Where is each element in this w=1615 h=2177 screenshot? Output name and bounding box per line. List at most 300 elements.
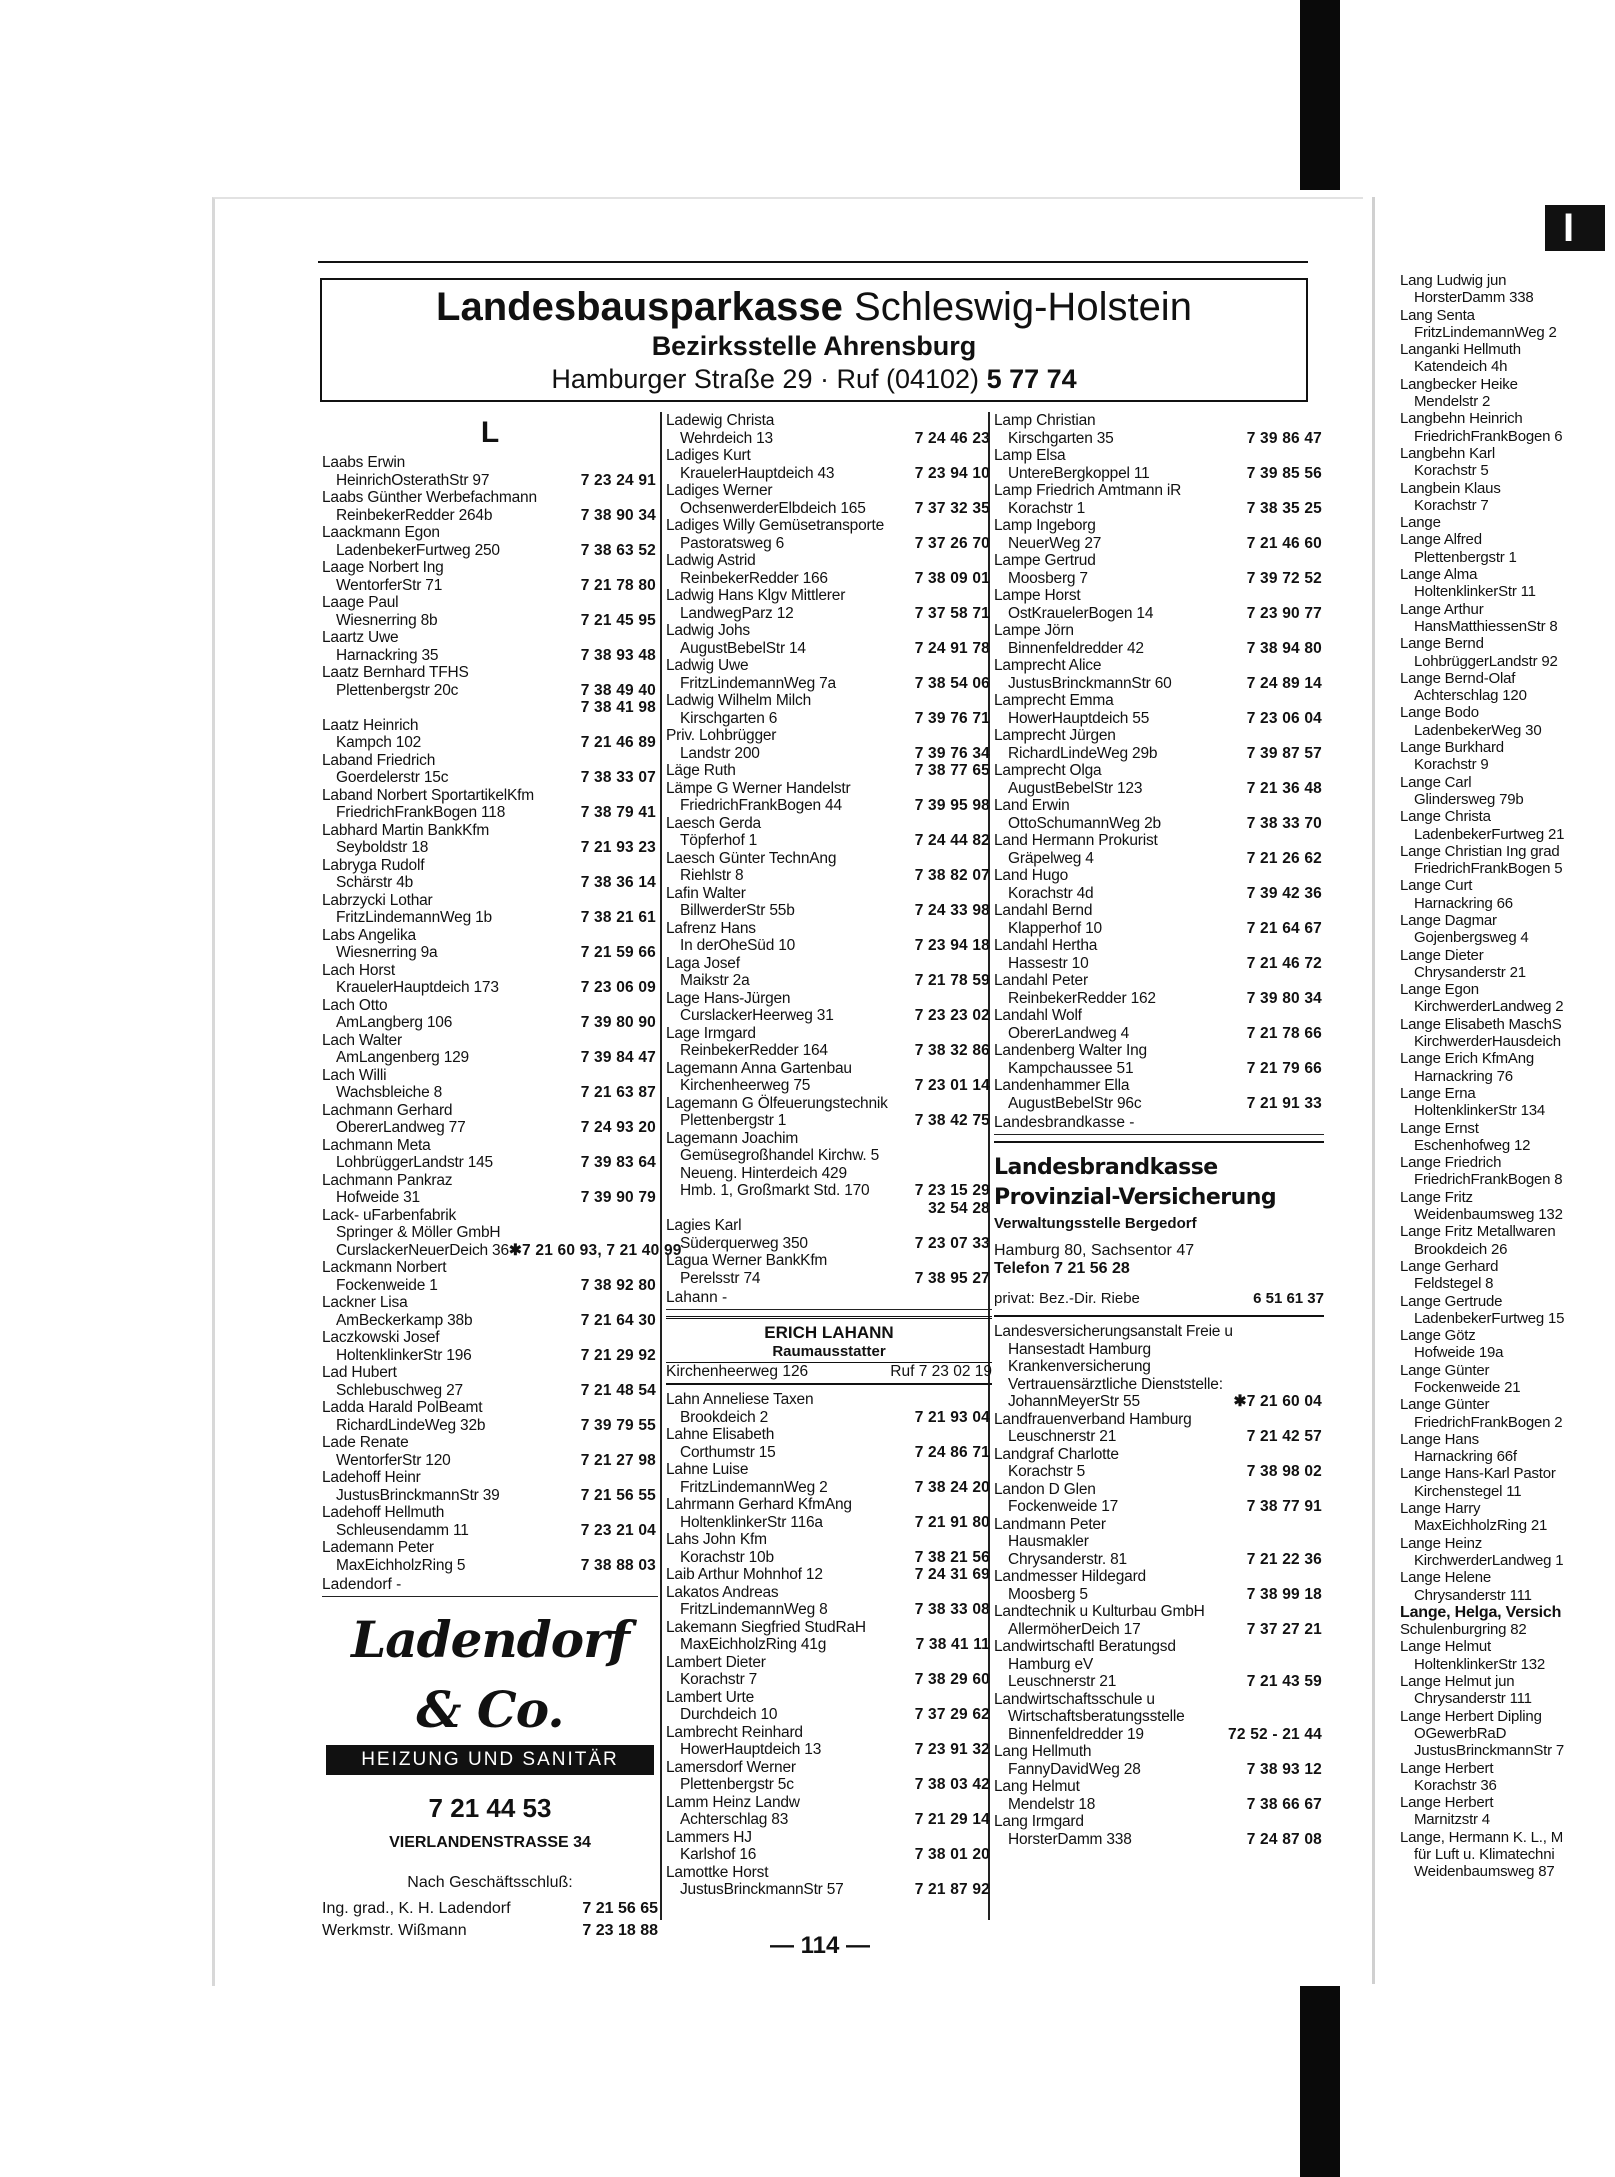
entry-name bbox=[666, 1566, 992, 1584]
directory-entry bbox=[994, 517, 1324, 552]
directory-entry bbox=[1400, 1829, 1610, 1881]
entry-text: ObererLandweg 4 bbox=[1008, 1024, 1130, 1042]
entry-text: CurslackerNeuerDeich 36 bbox=[336, 1241, 509, 1259]
entry-name: Landahl Wolf bbox=[994, 1007, 1082, 1024]
entry-name: Landmesser Hildegard bbox=[994, 1568, 1146, 1585]
entry-name: Lange Erna bbox=[1400, 1084, 1476, 1102]
directory-entry bbox=[322, 1399, 658, 1434]
entry-name: Lahne Elisabeth bbox=[666, 1426, 775, 1443]
entry-line bbox=[994, 535, 1324, 553]
entry-phone: 7 21 79 66 bbox=[1246, 1059, 1322, 1077]
directory-entry bbox=[1400, 1327, 1610, 1362]
entry-text: AugustBebelStr 14 bbox=[680, 639, 806, 657]
bank-banner bbox=[320, 278, 1308, 402]
entry-line bbox=[666, 1811, 992, 1829]
entry-line bbox=[666, 797, 992, 815]
brand-sub: Verwaltungsstelle Bergedorf bbox=[994, 1215, 1197, 1232]
ladendorf-ad bbox=[322, 1605, 658, 1940]
entry-line bbox=[322, 979, 658, 997]
entry-name: Laesch Gerda bbox=[666, 814, 761, 832]
entry-line bbox=[994, 850, 1324, 868]
entry-line bbox=[322, 1154, 658, 1172]
entry-line bbox=[994, 955, 1324, 973]
entry-line: LadenbekerFurtweg 21 bbox=[1414, 825, 1565, 843]
entry-phone: 7 37 32 35 bbox=[914, 499, 990, 517]
entry-phone: 7 21 59 66 bbox=[580, 944, 656, 961]
entry-phone: 7 38 03 42 bbox=[914, 1776, 990, 1793]
entry-name: Lamp Ingeborg bbox=[994, 517, 1096, 534]
entry-line bbox=[322, 507, 658, 525]
entry-phone: 7 23 90 77 bbox=[1246, 604, 1322, 622]
brand-phone: Telefon 7 21 56 28 bbox=[994, 1260, 1130, 1277]
entry-phone-2: 7 38 41 98 bbox=[580, 699, 656, 716]
entry-name: Lange Egon bbox=[1400, 981, 1479, 999]
entry-line: Hofweide 19a bbox=[1414, 1344, 1504, 1362]
entry-text: RichardLindeWeg 29b bbox=[1008, 744, 1158, 762]
entry-phone: 7 23 07 33 bbox=[914, 1234, 990, 1252]
entry-line bbox=[322, 1382, 658, 1400]
entry-phone: 7 38 99 18 bbox=[1246, 1585, 1322, 1603]
directory-entry bbox=[666, 727, 992, 762]
entry-line bbox=[666, 902, 992, 920]
entry-line: MaxEichholzRing 21 bbox=[1414, 1517, 1548, 1535]
entry-name: Lage Hans-Jürgen bbox=[666, 989, 791, 1007]
directory-entry bbox=[994, 1042, 1324, 1077]
directory-entry bbox=[1400, 445, 1610, 480]
entry-line: Springer & Möller GmbH bbox=[336, 1224, 501, 1241]
entry-text: Harnackring 35 bbox=[336, 646, 439, 664]
directory-entry bbox=[666, 447, 992, 482]
entry-line: Plettenbergstr 1 bbox=[1414, 548, 1517, 566]
lahann-phone: Ruf 7 23 02 19 bbox=[890, 1363, 992, 1380]
directory-entry bbox=[1400, 1604, 1610, 1621]
entry-name: Lagemann G Ölfeuerungstechnik bbox=[666, 1094, 888, 1112]
entry-phone: 7 21 56 55 bbox=[580, 1486, 656, 1504]
directory-entry bbox=[666, 990, 992, 1025]
entry-phone: 7 39 87 57 bbox=[1246, 744, 1322, 762]
entry-text: MaxEichholzRing 41g bbox=[680, 1636, 827, 1653]
entry-phone: 7 23 94 18 bbox=[914, 937, 990, 954]
brand-title-1: Landesbrandkasse bbox=[994, 1155, 1218, 1180]
entry-name: Lakatos Andreas bbox=[666, 1583, 779, 1601]
entry-line: Weidenbaumsweg 132 bbox=[1414, 1206, 1563, 1224]
directory-entry bbox=[666, 1829, 992, 1864]
entry-text: Plettenbergstr 5c bbox=[680, 1776, 794, 1793]
entry-name: Lange Götz bbox=[1400, 1327, 1476, 1345]
directory-entry bbox=[666, 885, 992, 920]
entry-line: für Luft u. Klimatechni bbox=[1414, 1846, 1555, 1864]
entry-line bbox=[666, 1846, 992, 1864]
entry-line bbox=[994, 1551, 1324, 1569]
entry-text: JustusBrinckmannStr 57 bbox=[680, 1881, 844, 1898]
entry-text: FritzLindemannWeg 1b bbox=[336, 909, 492, 926]
entry-line bbox=[666, 1042, 992, 1060]
directory-entry bbox=[994, 972, 1324, 1007]
directory-entry bbox=[666, 762, 992, 780]
entry-text: Korachstr 1 bbox=[1008, 499, 1086, 517]
entry-text: Brookdeich 2 bbox=[680, 1408, 769, 1426]
entry-name: Landahl Peter bbox=[994, 972, 1088, 989]
entry-line: Kirchenstegel 11 bbox=[1414, 1482, 1522, 1500]
entry-name: Lange Carl bbox=[1400, 773, 1472, 791]
entry-phone: 7 21 29 92 bbox=[580, 1346, 656, 1364]
entry-text: FannyDavidWeg 28 bbox=[1008, 1760, 1141, 1778]
entry-line bbox=[994, 1025, 1324, 1043]
entry-name: Lach Willi bbox=[322, 1066, 387, 1084]
entry-line: Eschenhofweg 12 bbox=[1414, 1136, 1531, 1154]
entry-name: Lagua Werner BankKfm bbox=[666, 1252, 828, 1269]
entry-phone: 7 21 93 23 bbox=[580, 839, 656, 856]
entry-text: Karlshof 16 bbox=[680, 1846, 757, 1863]
entry-line bbox=[322, 1084, 658, 1102]
entry-line: FriedrichFrankBogen 8 bbox=[1414, 1171, 1563, 1189]
entry-line bbox=[666, 867, 992, 885]
entry-text: OchsenwerderElbdeich 165 bbox=[680, 499, 866, 517]
entry-text: ReinbekerRedder 162 bbox=[1008, 989, 1156, 1007]
entry-text: Chrysanderstr. 81 bbox=[1008, 1550, 1127, 1568]
directory-entry bbox=[666, 1496, 992, 1531]
entry-phone: 7 21 36 48 bbox=[1246, 779, 1322, 797]
entry-text: MaxEichholzRing 5 bbox=[336, 1556, 466, 1574]
entry-name: Landfrauenverband Hamburg bbox=[994, 1410, 1192, 1428]
entry-name: Lange Curt bbox=[1400, 877, 1473, 895]
entry-text: ObererLandweg 77 bbox=[336, 1119, 466, 1136]
directory-entry bbox=[322, 1294, 658, 1329]
entry-line bbox=[666, 500, 992, 518]
entry-name: Lachmann Meta bbox=[322, 1136, 431, 1154]
entry-line bbox=[994, 640, 1324, 658]
entry-name: Lade Renate bbox=[322, 1434, 409, 1451]
entry-text: Maikstr 2a bbox=[680, 972, 750, 989]
entry-phone: 7 38 36 14 bbox=[580, 874, 656, 891]
entry-text: Pastoratsweg 6 bbox=[680, 534, 785, 552]
entry-phone: 7 37 26 70 bbox=[914, 534, 990, 552]
entry-name: Lang Helmut bbox=[994, 1778, 1080, 1795]
column-2-entries-b bbox=[666, 1391, 992, 1899]
entry-name: Lagemann Joachim bbox=[666, 1129, 799, 1147]
entry-text: Kirchenheerweg 75 bbox=[680, 1077, 811, 1094]
entry-text: KrauelerHauptdeich 173 bbox=[336, 979, 499, 996]
entry-line: OGewerbRaD bbox=[1414, 1724, 1507, 1742]
entry-text: HorsterDamm 338 bbox=[1008, 1830, 1132, 1848]
entry-text: In derOheSüd 10 bbox=[680, 937, 796, 954]
directory-entry bbox=[322, 892, 658, 927]
entry-name: Laatz Bernhard TFHS bbox=[322, 664, 469, 681]
entry-line: Neueng. Hinterdeich 429 bbox=[680, 1164, 847, 1182]
entry-name: Laatz Heinrich bbox=[322, 716, 419, 734]
directory-entry bbox=[994, 1603, 1324, 1638]
directory-entry bbox=[322, 962, 658, 997]
entry-phone: 7 39 80 90 bbox=[580, 1014, 656, 1031]
entry-phone: 7 24 86 71 bbox=[914, 1443, 990, 1461]
column-3 bbox=[994, 412, 1324, 1848]
entry-name: Laartz Uwe bbox=[322, 629, 399, 646]
entry-name: Land Erwin bbox=[994, 797, 1070, 814]
entry-name: Schulenburgring 82 bbox=[1400, 1621, 1527, 1639]
entry-name: Lange Burkhard bbox=[1400, 739, 1504, 757]
adjacent-column-entries bbox=[1400, 272, 1610, 1881]
entry-phone: 7 39 85 56 bbox=[1246, 464, 1322, 482]
entry-name: Landahl Hertha bbox=[994, 937, 1098, 954]
entry-phone: 7 23 91 32 bbox=[914, 1741, 990, 1758]
entry-phone: 7 21 27 98 bbox=[580, 1451, 656, 1469]
entry-phone: 7 21 63 87 bbox=[580, 1084, 656, 1101]
entry-phone: 7 21 78 66 bbox=[1246, 1024, 1322, 1042]
entry-line: Gojenbergsweg 4 bbox=[1414, 929, 1529, 947]
entry-phone-2: 32 54 28 bbox=[928, 1199, 990, 1217]
entry-line bbox=[666, 972, 992, 990]
directory-entry bbox=[666, 815, 992, 850]
entry-name: Lange Bernd-Olaf bbox=[1400, 669, 1516, 687]
entry-name: Ladehoff Hellmuth bbox=[322, 1504, 445, 1521]
directory-entry bbox=[1400, 1673, 1610, 1708]
entry-line bbox=[322, 682, 658, 700]
entry-name: Labs Angelika bbox=[322, 926, 416, 944]
directory-entry bbox=[1400, 1293, 1610, 1328]
entry-text: Läge Ruth bbox=[666, 762, 736, 779]
directory-entry bbox=[1400, 1621, 1610, 1638]
entry-text: HeinrichOsterathStr 97 bbox=[336, 471, 490, 489]
directory-entry bbox=[1400, 843, 1610, 878]
entry-text: FriedrichFrankBogen 118 bbox=[336, 804, 506, 821]
entry-phone: 7 38 94 80 bbox=[1246, 639, 1322, 657]
entry-line bbox=[666, 535, 992, 553]
directory-entry bbox=[1400, 1794, 1610, 1829]
entry-text: Wehrdeich 13 bbox=[680, 429, 773, 447]
entry-name: Lafrenz Hans bbox=[666, 919, 756, 937]
entry-name: Lagemann Anna Gartenbau bbox=[666, 1059, 852, 1077]
directory-entry bbox=[994, 797, 1324, 832]
entry-name: Lange Harry bbox=[1400, 1500, 1481, 1518]
entry-text: BillwerderStr 55b bbox=[680, 902, 795, 919]
entry-line: LohbrüggerLandstr 92 bbox=[1414, 652, 1558, 670]
entry-name: Lange Heinz bbox=[1400, 1534, 1483, 1552]
directory-entry bbox=[666, 780, 992, 815]
directory-entry bbox=[322, 1364, 658, 1399]
entry-phone: 7 21 43 59 bbox=[1246, 1673, 1322, 1690]
banner-title bbox=[322, 284, 1306, 330]
entry-line bbox=[666, 1182, 992, 1200]
entry-text: Süderquerweg 350 bbox=[680, 1234, 808, 1252]
directory-entry bbox=[666, 657, 992, 692]
entry-name: Laage Norbert Ing bbox=[322, 559, 444, 576]
entry-name: Lamp Christian bbox=[994, 412, 1096, 429]
entry-phone: 7 38 95 27 bbox=[914, 1269, 990, 1287]
entry-name: Lange Herbert Dipling bbox=[1400, 1707, 1542, 1725]
ad-row bbox=[322, 1900, 658, 1918]
entry-line: Glindersweg 79b bbox=[1414, 790, 1524, 808]
entry-line bbox=[666, 1077, 992, 1095]
entry-text: NeuerWeg 27 bbox=[1008, 534, 1102, 552]
entry-line: Korachstr 9 bbox=[1414, 756, 1489, 774]
entry-line: FritzLindemannWeg 2 bbox=[1414, 323, 1557, 341]
directory-entry bbox=[994, 937, 1324, 972]
entry-phone: 7 39 86 47 bbox=[1246, 429, 1322, 447]
entry-text: WentorferStr 71 bbox=[336, 576, 443, 594]
entry-text: Fockenweide 1 bbox=[336, 1276, 438, 1294]
ad-row-name: Werkmstr. Wißmann bbox=[322, 1922, 467, 1939]
entry-text: Moosberg 7 bbox=[1008, 569, 1088, 587]
entry-line bbox=[994, 1498, 1324, 1516]
entry-text: FritzLindemannWeg 2 bbox=[680, 1478, 828, 1496]
entry-name: Lachmann Gerhard bbox=[322, 1101, 453, 1119]
entry-name: Lange Herbert bbox=[1400, 1759, 1494, 1777]
entry-name: Ladiges Willy Gemüsetransporte bbox=[666, 517, 884, 534]
entry-phone: 7 38 92 80 bbox=[580, 1276, 656, 1294]
entry-text: WentorferStr 120 bbox=[336, 1451, 451, 1469]
directory-entry bbox=[994, 1411, 1324, 1446]
entry-name: Langbehn Heinrich bbox=[1400, 410, 1523, 428]
directory-entry bbox=[322, 1434, 658, 1469]
entry-phone: 7 21 87 92 bbox=[914, 1881, 990, 1898]
directory-entry bbox=[666, 1566, 992, 1584]
entry-phone: 7 21 91 80 bbox=[914, 1513, 990, 1531]
entry-text: Wiesnerring 8b bbox=[336, 611, 438, 629]
directory-entry bbox=[994, 657, 1324, 692]
entry-name: Lange Bodo bbox=[1400, 704, 1479, 722]
directory-entry bbox=[666, 1531, 992, 1566]
directory-entry bbox=[666, 955, 992, 990]
entry-line bbox=[322, 874, 658, 892]
entry-line bbox=[322, 647, 658, 665]
entry-text: AllermöherDeich 17 bbox=[1008, 1620, 1141, 1638]
entry-phone: 7 23 94 10 bbox=[914, 464, 990, 482]
directory-entry bbox=[322, 717, 658, 752]
entry-name: Lange Alma bbox=[1400, 566, 1478, 584]
directory-entry bbox=[1400, 981, 1610, 1016]
lahann-ad bbox=[666, 1316, 992, 1385]
entry-phone: 7 21 93 04 bbox=[914, 1408, 990, 1426]
entry-text: LohbrüggerLandstr 145 bbox=[336, 1154, 493, 1171]
entry-text: Perelsstr 74 bbox=[680, 1269, 761, 1287]
entry-text: Laib Arthur Mohnhof 12 bbox=[666, 1566, 823, 1583]
ad-phone: 7 21 44 53 bbox=[428, 1793, 552, 1823]
directory-entry bbox=[1400, 1362, 1610, 1397]
entry-phone: 7 38 29 60 bbox=[914, 1671, 990, 1688]
entry-name: Landesversicherungsanstalt Freie u bbox=[994, 1323, 1233, 1340]
entry-phone: 7 39 72 52 bbox=[1246, 569, 1322, 587]
entry-text: OttoSchumannWeg 2b bbox=[1008, 814, 1161, 832]
cross-ref-landesbrandkasse: Landesbrandkasse - bbox=[994, 1112, 1324, 1135]
entry-name: Ladwig Uwe bbox=[666, 657, 749, 674]
entry-name: Priv. Lohbrügger bbox=[666, 727, 777, 744]
directory-entry bbox=[322, 1539, 658, 1574]
directory-entry bbox=[666, 552, 992, 587]
entry-name: Lange Günter bbox=[1400, 1396, 1490, 1414]
banner-address bbox=[322, 362, 1306, 396]
entry-name: Lachmann Pankraz bbox=[322, 1171, 453, 1189]
entry-name: Ladwig Johs bbox=[666, 622, 750, 639]
entry-name: Laesch Günter TechnAng bbox=[666, 849, 837, 867]
entry-name: Lad Hubert bbox=[322, 1364, 397, 1381]
entry-name: Lackmann Norbert bbox=[322, 1259, 447, 1276]
entry-phone: 7 23 24 91 bbox=[580, 471, 656, 489]
landesbrandkasse-ad bbox=[994, 1141, 1324, 1317]
entry-text: Goerdelerstr 15c bbox=[336, 769, 449, 786]
entry-line bbox=[994, 1393, 1324, 1411]
directory-entry bbox=[666, 1759, 992, 1794]
entry-phone: 7 21 78 59 bbox=[914, 972, 990, 989]
column-1 bbox=[322, 412, 682, 1940]
directory-entry bbox=[666, 1025, 992, 1060]
entry-text: Kirschgarten 35 bbox=[1008, 429, 1114, 447]
entry-line bbox=[994, 1673, 1324, 1691]
entry-line bbox=[994, 745, 1324, 763]
entry-phone: 7 24 93 20 bbox=[580, 1119, 656, 1136]
entry-text: ReinbekerRedder 166 bbox=[680, 569, 828, 587]
directory-entry bbox=[994, 447, 1324, 482]
entry-name: Laackmann Egon bbox=[322, 524, 440, 541]
directory-entry bbox=[322, 787, 658, 822]
entry-phone: 7 37 29 62 bbox=[914, 1706, 990, 1723]
directory-entry bbox=[322, 1137, 658, 1172]
entry-line bbox=[666, 1200, 992, 1218]
entry-phone: 7 38 33 70 bbox=[1246, 814, 1322, 832]
entry-line bbox=[322, 1241, 682, 1260]
entry-name: Lammers HJ bbox=[666, 1828, 752, 1846]
banner-title-bold: Landesbausparkasse bbox=[436, 285, 843, 329]
entry-line: JustusBrinckmannStr 7 bbox=[1414, 1742, 1565, 1760]
entry-line bbox=[666, 710, 992, 728]
directory-entry bbox=[666, 1584, 992, 1619]
entry-name: Lämpe G Werner Handelstr bbox=[666, 779, 851, 797]
directory-entry bbox=[1400, 1189, 1610, 1224]
directory-entry bbox=[1400, 1223, 1610, 1258]
directory-entry bbox=[666, 1794, 992, 1829]
entry-name: Lange Hans bbox=[1400, 1430, 1479, 1448]
entry-name: Landwirtschaftsschule u bbox=[994, 1690, 1155, 1708]
directory-entry bbox=[322, 1504, 658, 1539]
entry-name: Lamprecht Jürgen bbox=[994, 727, 1116, 744]
entry-name: Ladewig Christa bbox=[666, 412, 775, 429]
entry-name: Laband Norbert SportartikelKfm bbox=[322, 786, 534, 804]
entry-phone: 7 39 79 55 bbox=[580, 1416, 656, 1434]
entry-name: Lange Bernd bbox=[1400, 635, 1484, 653]
entry-text: Riehlstr 8 bbox=[680, 867, 744, 884]
entry-text: UntereBergkoppel 11 bbox=[1008, 464, 1150, 482]
entry-line bbox=[994, 1586, 1324, 1604]
page-number: — 114 — bbox=[769, 1932, 871, 1959]
entry-name: Ladehoff Heinr bbox=[322, 1469, 421, 1486]
adjacent-column bbox=[1400, 272, 1610, 1881]
entry-phone: 7 39 80 34 bbox=[1246, 989, 1322, 1007]
directory-entry bbox=[994, 482, 1324, 517]
entry-name: Landenhammer Ella bbox=[994, 1077, 1130, 1094]
entry-line: Brookdeich 26 bbox=[1414, 1240, 1508, 1258]
entry-text: Kampch 102 bbox=[336, 734, 422, 751]
entry-line: Katendeich 4h bbox=[1414, 358, 1508, 376]
entry-text: RichardLindeWeg 32b bbox=[336, 1416, 486, 1434]
entry-phone: 7 38 54 06 bbox=[914, 674, 990, 692]
top-rule bbox=[318, 261, 1308, 263]
directory-entry bbox=[994, 552, 1324, 587]
entry-phone: 7 39 76 34 bbox=[914, 744, 990, 762]
directory-entry bbox=[1400, 1465, 1610, 1500]
entry-text: ReinbekerRedder 264b bbox=[336, 506, 493, 524]
entry-phone: 7 21 64 30 bbox=[580, 1311, 656, 1329]
entry-phone: 7 38 77 91 bbox=[1246, 1498, 1322, 1515]
entry-phone: 7 21 48 54 bbox=[580, 1381, 656, 1399]
entry-name: Lange, Helga, Versich bbox=[1400, 1603, 1562, 1621]
entry-name: Lamp Elsa bbox=[994, 447, 1066, 464]
entry-line: Harnackring 66f bbox=[1414, 1448, 1517, 1466]
entry-text: Korachstr 4d bbox=[1008, 884, 1094, 902]
directory-entry bbox=[994, 867, 1324, 902]
entry-line: Chrysanderstr 111 bbox=[1414, 1586, 1532, 1604]
entry-text: Hassestr 10 bbox=[1008, 954, 1089, 972]
entry-line: LadenbekerWeg 30 bbox=[1414, 721, 1542, 739]
entry-line bbox=[994, 1060, 1324, 1078]
